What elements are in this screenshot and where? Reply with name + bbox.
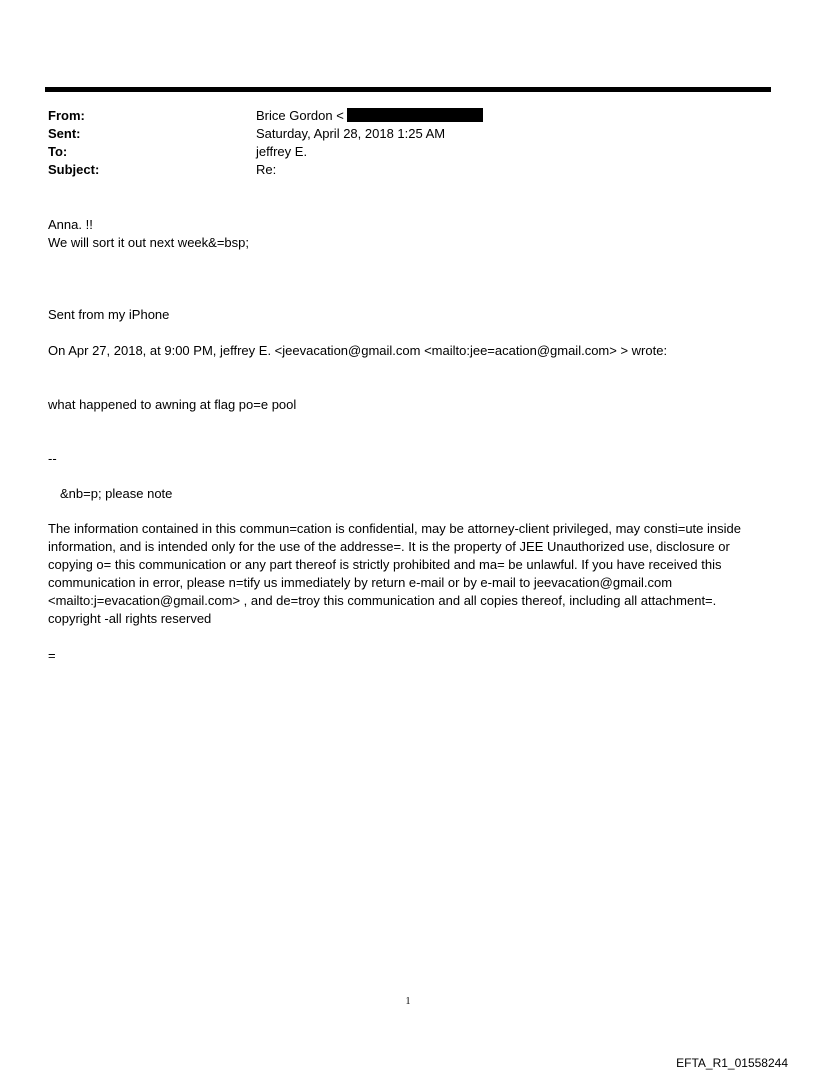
to-value: jeffrey E. — [256, 144, 308, 159]
from-value — [256, 108, 483, 123]
quote-header: On Apr 27, 2018, at 9:00 PM, jeffrey E. <jeevacation@gmail.com <mailto:jee=acation@gmail.com> > wrote: — [48, 343, 668, 358]
from-label: From: — [48, 108, 85, 123]
please-note: &nb=p; please note — [60, 486, 173, 501]
subject-label: Subject: — [48, 162, 100, 177]
signature-separator: -- — [48, 451, 57, 466]
to-label: To: — [48, 144, 68, 159]
header-rule — [45, 87, 771, 92]
sent-label: Sent: — [48, 126, 81, 141]
body-line: We will sort it out next week&=bsp; — [48, 235, 249, 250]
greeting: Anna. !! — [48, 217, 93, 232]
page-number: 1 — [405, 996, 411, 1007]
document-id: EFTA_R1_01558244 — [676, 1056, 788, 1070]
quoted-message: what happened to awning at flag po=e pool — [48, 397, 297, 412]
subject-value: Re: — [256, 162, 277, 177]
signature: Sent from my iPhone — [48, 307, 170, 322]
end-mark: = — [48, 648, 56, 663]
disclaimer: The information contained in this commun=cation is confidential, may be attorney-client privileged, may consti=ute inside information, and is intended only for the use of the addresse=. It is the property of JEE Unauthorized use, disclosure or copying o= this communication or any part thereof is strictly prohibited and ma= be unlawful. If you have received this communication in error, please n=tify us immediately by return e-mail or by e-mail to jeevacation@gmail.com <mailto:j=evacation@gmail.com> , and de=troy this communication and all copies thereof, including all attachment=. copyright -all rights reserved — [48, 521, 741, 626]
from-name: Brice Gordon < — [256, 108, 344, 123]
redaction-block — [347, 108, 483, 122]
sent-value: Saturday, April 28, 2018 1:25 AM — [256, 126, 446, 141]
